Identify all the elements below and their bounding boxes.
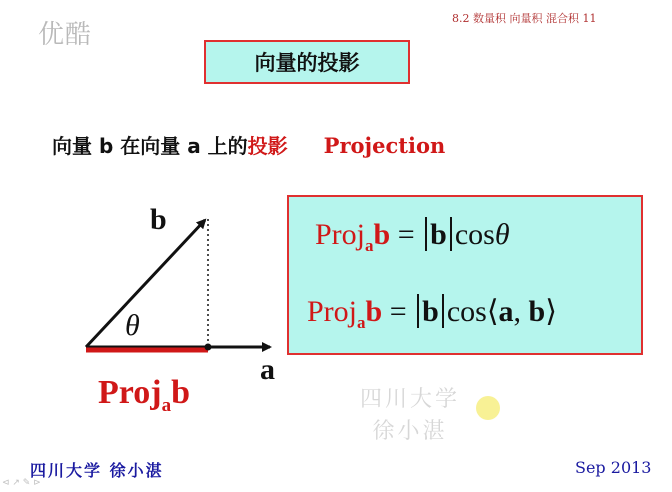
slide-subtitle — [52, 130, 445, 159]
formula-cos-theta — [315, 217, 510, 256]
diagram-label-b: b — [150, 203, 167, 236]
f1-cos: cos — [454, 218, 495, 251]
formula-cos-angle — [307, 294, 557, 333]
projection-diagram — [70, 195, 285, 385]
footer-author: 四川大学 徐小湛 — [30, 461, 164, 480]
proj-label-sub: a — [161, 395, 172, 416]
f2-angle-close: ⟩ — [545, 295, 557, 328]
f1-abs-right — [450, 217, 452, 251]
proj-label-vec: b — [171, 374, 190, 411]
slide-title-text: 向量的投影 — [254, 51, 360, 75]
f1-proj: Proj — [315, 218, 366, 251]
subtitle-english: Projection — [323, 133, 446, 158]
f2-abs-b: b — [422, 295, 439, 328]
youku-watermark-logo: 优酷 — [38, 20, 93, 50]
f1-vec-b: b — [373, 218, 391, 251]
formula-box — [287, 195, 643, 355]
subtitle-highlight: 投影 — [247, 134, 288, 158]
proj-label-main: Proj — [98, 374, 162, 411]
subtitle-prefix: 向量 b 在向量 a 上的 — [52, 134, 248, 158]
diagram-label-a: a — [260, 353, 275, 385]
f2-b: b — [528, 295, 546, 328]
mouse-cursor-highlight — [476, 396, 500, 420]
f2-comma: , — [513, 295, 529, 328]
f2-cos: cos — [446, 295, 487, 328]
f2-sub-a: a — [357, 313, 366, 332]
f2-proj: Proj — [307, 295, 358, 328]
section-reference: 8.2 数量积 向量积 混合积 11 — [452, 12, 597, 25]
f2-eq: = — [382, 295, 415, 328]
player-controls[interactable]: ⊲ ↗ ✎ ⊳ — [2, 478, 41, 488]
vector-b-arrow — [86, 220, 205, 347]
f1-abs-b: b — [430, 218, 447, 251]
f2-angle-open: ⟨ — [486, 295, 499, 328]
diagram-label-theta: θ — [125, 309, 140, 342]
f2-abs-left — [417, 294, 419, 328]
footer-date: Sep 2013 — [575, 458, 652, 477]
projection-endpoint — [205, 344, 212, 351]
f1-theta: θ — [494, 218, 510, 251]
projection-label — [98, 374, 190, 417]
f1-sub-a: a — [365, 236, 374, 255]
watermark-line2: 徐小湛 — [372, 419, 448, 444]
f2-a: a — [498, 295, 514, 328]
f2-abs-right — [442, 294, 444, 328]
f1-abs-left — [425, 217, 427, 251]
f2-vec-b: b — [365, 295, 383, 328]
center-watermark — [360, 384, 460, 448]
watermark-line1: 四川大学 — [360, 387, 461, 412]
slide-title — [204, 40, 410, 84]
f1-eq: = — [390, 218, 423, 251]
